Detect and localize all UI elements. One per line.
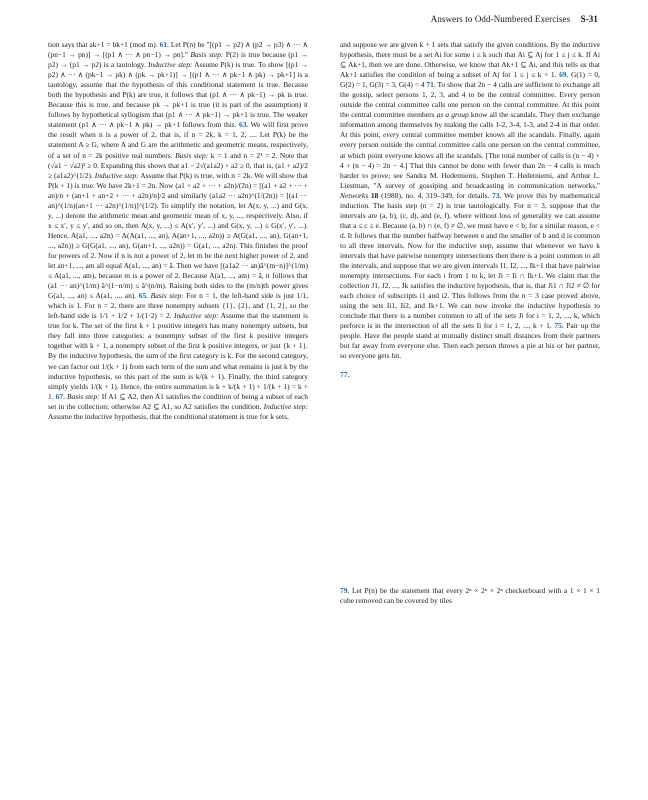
exercise-number: 63. bbox=[238, 120, 249, 130]
body-text: We will first prove the result when n is a power of 2, that is, if n = 2 bbox=[48, 120, 309, 140]
exercise-77-number: 77. bbox=[340, 369, 350, 379]
body-text: = 2n. Now (a1 + a2 + ··· + a2n)/(2n) = [(a1 + a2 + ··· + an)/n + (an+1 + an+2 + ··· + a2n)/n]/2 and similarly (a1a2 ··· a2n)^(1/(2n)) = [(a1 ··· an)^(1/n)(an+1 ··· a2n)^(1/n)]^(1/2). To simplify the notation, let A(x, y, ...) and G(x, y, ...) denote the arithmetic mean and geometric mean of x, y, ..., respectively. Also, if x ≤ x′, y ≤ y′, and so on, then A(x, y, ...) ≤ A(x′, y′, ...) and G(x, y, ...) ≤ G(x′, y′, ...). Hence, A(a1, ..., a2n) = A(A(a1, ..., an), A(an+1, ..., a2n)) ≥ A(G(a1, ..., an), G(an+1, ..., a2n)) ≥ G(G(a1, ..., an), G(an+1, ..., a2n)) = G(a1, ..., a2n). This finishes the proof for powers of 2. Now if n is not a power of 2, let m be the next higher power of 2, and let an+1, ..., am all equal A(a1, ..., an) = ā. Then we have [(a1a2 ··· an)ā^(m−n)]^(1/m) ≤ A(a1, ..., am), because m is a power of 2. Because A(a1, ..., am) = ā, it follows that (a1 ··· an)^(1/m) ā^(1−n/m) ≤ ā^(n/m). Raising both sides to the (m/n)th power gives G(a1, ..., an) ≤ A(a1, ..., an). bbox=[48, 180, 308, 301]
header-title: Answers to Odd-Numbered Exercises bbox=[430, 14, 571, 24]
page-number: S-31 bbox=[580, 14, 598, 24]
body-text: tion says that a bbox=[48, 40, 93, 49]
exercise-number: 67. bbox=[55, 391, 65, 401]
body-text: k bbox=[209, 130, 214, 140]
italic-label: Basis step: bbox=[190, 50, 224, 60]
italic-label: Networks bbox=[340, 190, 369, 200]
exercise-number: 75. bbox=[554, 321, 564, 331]
right-column bbox=[340, 40, 600, 606]
body-text: central committee member knows all the scandals. Finally, again every person outside the central committee calls one person on the central committee, at which point everyone knows all the scandals. [The total number of calls is (n − 4) + 4 + (n − 4) = 2n − 4.] That this cannot be done with fewer than 2n − 4 calls is much harder to prove; see Sandra M. Hedetniemi, Stephen T. Hedetniemi, and Arthur L. Liestman, "A survey of gossiping and broadcasting in communication networks," bbox=[340, 130, 600, 190]
exercise-number: 71. bbox=[426, 80, 436, 90]
body-text: Assume that P(k) is true, with n = 2 bbox=[138, 170, 247, 180]
body-text: = b bbox=[104, 40, 117, 49]
exercise-number: 79. bbox=[340, 585, 350, 595]
exercise-number: 61. bbox=[159, 40, 169, 49]
body-text: . We will show that P(k + 1) is true. We have 2 bbox=[48, 170, 308, 190]
exercise-number: 65. bbox=[138, 291, 149, 301]
left-column bbox=[48, 40, 308, 422]
exercise-79-text bbox=[340, 586, 600, 606]
body-text: k bbox=[246, 170, 251, 180]
italic-label: Basis step: bbox=[175, 150, 209, 160]
body-text: Assume that the statement is true for k. The set of the first k + 1 positive integers has many nonempty subsets, but they fall into three categories: a nonempty subset of the first k positive integers together with k + 1, a nonempty subset of the first k positive integers, or just {k + 1}. By the inductive hypothesis, the sum of the first category is k. For the second category, we can factor out 1/(k + 1) from each term of the sum and what remains is just k by the inductive hypothesis, so this part of the sum is k/(k + 1). Finally, the third category simply yields 1/(k + 1). Hence, the entire summation is k + k/(k + 1) + 1/(k + 1) = k + 1. bbox=[48, 311, 308, 401]
body-text: P(2) is true because (p1 → p2) → (p1 → p2) is a tautology. bbox=[48, 50, 308, 70]
body-text: positive real numbers. bbox=[102, 150, 176, 160]
body-text: and suppose we are given k + 1 sets that satisfy the given conditions. By the inductive hypothesis, there must be a set Ai for some i ≤ k such that Ai ⊆ Aj for 1 ≤ j ≤ k. If Ai ⊆ Ak+1, then we are done. Otherwise, we know that Ak+1 ⊆ Ai, and this tells us that Ak+1 satisfies the condition of being a subset of Aj for 1 ≤ j ≤ k + 1. bbox=[340, 40, 600, 80]
body-text: To show that 2n − 4 calls are sufficient to exchange all the gossip, select persons 1, 2, 3, and 4 to be the central committee. Every person outside the central committee calls one person on the central committee. At this point the central committee members bbox=[340, 80, 600, 120]
body-text: k+1 bbox=[116, 40, 128, 49]
body-text: Let P(n) be "[(p1 → p2) ∧ (p2 → p3) ∧ ··· ∧ (pn−1 → pn)] → [(p1 ∧ ··· ∧ pn−1) → pn]." bbox=[48, 40, 308, 60]
italic-label: Inductive step: bbox=[263, 401, 308, 411]
bold-text: 18 bbox=[370, 190, 379, 200]
body-text: know all the scandals. They then exchange information among themselves by making the calls 1-2, 3-4, 1-3, and 2-4 in that order. At this point, bbox=[340, 110, 600, 140]
left-column-text bbox=[48, 40, 308, 422]
exercise-77-label bbox=[340, 370, 600, 380]
body-text: k bbox=[98, 150, 103, 160]
exercise-77-figure bbox=[340, 384, 590, 584]
body-text: (1988), no. 4, 319–349, for details. bbox=[378, 190, 493, 200]
italic-label: Inductive step: bbox=[173, 311, 219, 321]
body-text: Assume P(k) is true. To show [(p1 → p2) ∧ ··· ∧ (pk−1 → pk) ∧ (pk → pk+1)] → [(p1 ∧ ··· ∧ pk−1 ∧ pk) → pk+1] is a tautology, assume that the hypothesis of this conditional statement is true. Because both the hypothesis and P(k) are true, it follows that (p1 ∧ ··· ∧ pk−1) → pk is true. Because this is true, and because pk → pk+1 is true (it is part of the assumption) it follows by hypothetical syllogism that (p1 ∧ ··· ∧ pk−1) → pk+1 is true. The weaker statement (p1 ∧ ··· ∧ pk−1 ∧ pk) → pk+1 follows from this. bbox=[48, 60, 308, 130]
italic-label: Inductive step: bbox=[148, 60, 193, 70]
body-text: (mod m). bbox=[127, 40, 160, 49]
body-text: We prove this by mathematical induction. The basis step (n = 2) is true tautologically. For n = 3, suppose that the intervals are (a, b), (c, d), and (e, f), where without loss of generality we can assume that a ≤ c ≤ e. Because (a, b) ∩ (e, f) ≠ ∅, we must have e < b; for a similar reason, e < d. It follows that the number halfway between e and the smaller of b and d is common to all three intervals. Now for the inductive step, assume that whenever we have k intervals that have pairwise nonempty intersections then there is a point common to all the intervals, and suppose that we are given intervals I1, I2, ..., Ik+1 that have pairwise nonempty intersections. For each i from 1 to k, let Ji = Ii ∩ Ik+1. We claim that the collection J1, J2, ..., Jk satisfies the inductive hypothesis, that is, that Ji1 ∩ Ji2 ≠ ∅ for each choice of subscripts i1 and i2. This follows from the n = 3 case proved above, using the sets Ii1, Ii2, and Ik+1. We can now invoke the inductive hypothesis to conclude that there is a number common to all of the sets Ji for i = 1, 2, ..., k, which perforce is in the intersection of all the sets Ii for i = 1, 2, ..., k + 1. bbox=[340, 190, 601, 331]
body-text: k = 1 and n = 2¹ = 2. Note that (√a1 − √a2)² ≥ 0. Expanding this shows that a1 − 2√(a1a2) + a2 ≥ 0, that is, (a1 + a2)/2 ≥ (a1a2)^(1/2). bbox=[48, 150, 309, 180]
italic-label: every bbox=[383, 130, 400, 140]
body-text: If A1 ⊆ A2, then A1 satisfies the condition of being a subset of each set in the collection; otherwise A2 ⊆ A1, so A2 satisfies the condition. bbox=[48, 391, 308, 411]
page-header bbox=[48, 14, 598, 28]
italic-label: as a group bbox=[436, 110, 469, 120]
italic-label: Inductive step: bbox=[94, 170, 139, 180]
body-text: Let P(n) be the statement that every 2ⁿ × 2ⁿ × 2ⁿ checkerboard with a 1 × 1 × 1 cube removed can be covered by tiles bbox=[340, 585, 600, 605]
body-text: G(1) = 0, G(2) = 1, G(3) = 3, G(4) = 4 bbox=[340, 70, 601, 90]
body-text: Assume the inductive hypothesis, that the conditional statement is true for k sets, bbox=[48, 411, 289, 421]
body-text: , k = 1, 2, .... Let P(k) be the statement A ≥ G, where A and G are the arithmetic and geometric means, respectively, of a set of n = 2 bbox=[48, 130, 308, 160]
exercise-number: 69. bbox=[559, 70, 569, 80]
exercise-number: 73. bbox=[492, 190, 502, 200]
italic-label: Basis step: bbox=[67, 391, 100, 401]
right-column-text bbox=[340, 40, 600, 362]
italic-label: Basis step: bbox=[150, 291, 184, 301]
body-text: k+1 bbox=[128, 180, 140, 190]
body-text: k+1 bbox=[92, 40, 105, 49]
body-text: Pair up the people. Have the people stand at mutually distinct small distances from their partners but far away from everyone else. Then each person throws a pie at his or her partner, so everyone gets hit. bbox=[340, 321, 600, 361]
body-text: For n = 1, the left-hand side is just 1/1, which is 1. For n = 2, there are three nonempty subsets {1}, {2}, and {1, 2}, so the left-hand side is 1/1 + 1/2 + 1/(1·2) = 2. bbox=[48, 291, 309, 321]
